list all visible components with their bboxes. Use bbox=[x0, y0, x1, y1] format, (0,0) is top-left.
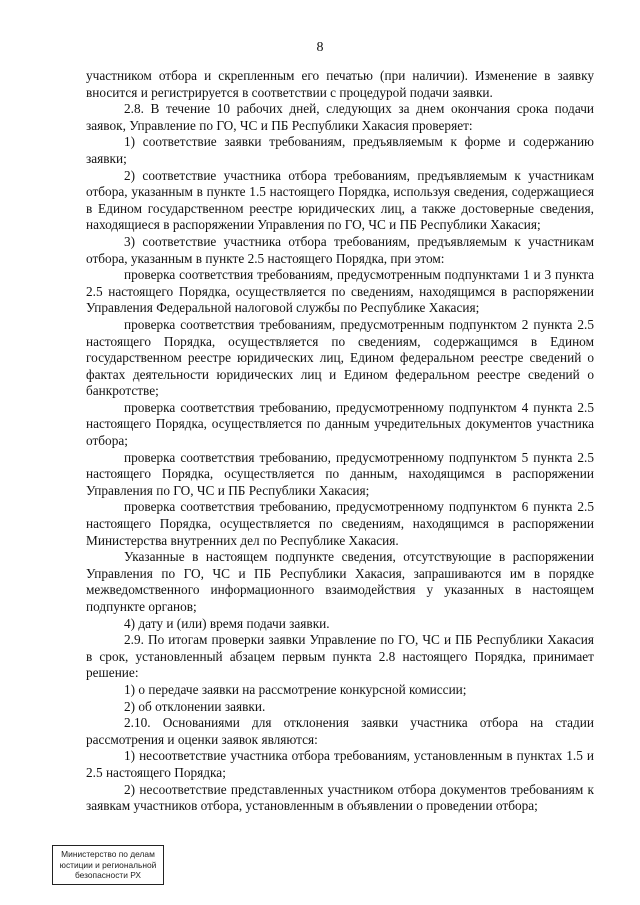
paragraph-check-subitem-5: проверка соответствия требованию, предусмотренному подпунктом 5 пункта 2.5 настоящего Порядка, осуществляется по данным, находящимся в распоряжении Управления по ГО, ЧС и ПБ Республики Хакасия; bbox=[86, 449, 594, 498]
paragraph-2-9-item-1: 1) о передаче заявки на рассмотрение конкурсной комиссии; bbox=[124, 681, 467, 697]
paragraph-2-10-item-2: 2) несоответствие представленных участником отбора документов требованиям к заявкам участников отбора, установленным в объявлении о проведении отбора; bbox=[86, 781, 594, 814]
stamp-line: юстиции и региональной bbox=[59, 859, 157, 870]
paragraph-2-9-item-2: 2) об отклонении заявки. bbox=[124, 698, 266, 714]
paragraph-2-8-item-3: 3) соответствие участника отбора требованиям, предъявляемым к участникам отбора, указанным в пункте 2.5 настоящего Порядка, при этом: bbox=[86, 233, 594, 266]
paragraph-2-8-item-1: 1) соответствие заявки требованиям, предъявляемым к форме и содержанию заявки; bbox=[86, 134, 594, 166]
ministry-stamp bbox=[52, 845, 164, 885]
stamp-line: Министерство по делам bbox=[61, 849, 155, 859]
paragraph-2-10-item-1: 1) несоответствие участника отбора требованиям, установленным в пунктах 1.5 и 2.5 настоящего Порядка; bbox=[86, 748, 594, 780]
paragraph-check-subitem-4: проверка соответствия требованию, предусмотренному подпунктом 4 пункта 2.5 настоящего Порядка, осуществляется по данным учредительных документов участника отбора; bbox=[86, 399, 594, 449]
paragraph-check-subitem-6: проверка соответствия требованию, предусмотренному подпунктом 6 пункта 2.5 настоящего Порядка, осуществляется по сведениям, находящимся в распоряжении Министерства внутренних дел по Республике Хакасия. bbox=[86, 499, 594, 548]
paragraph-interagency-request: Указанные в настоящем подпункте сведения, отсутствующие в распоряжении Управления по ГО, ЧС и ПБ Республики Хакасия, запрашиваются им в порядке межведомственного информационного взаимодействия у указанных в настоящем подпункте органов; bbox=[86, 549, 594, 614]
paragraph-2-8-item-4: 4) дату и (или) время подачи заявки. bbox=[124, 615, 330, 631]
paragraph-check-subitem-2: проверка соответствия требованиям, предусмотренным подпунктом 2 пункта 2.5 настоящего Порядка, осуществляется по сведениям, содержащимся в Едином государственном реестре юридических лиц, Едином федеральном реестре сведений о фактах деятельности юридических лиц и Едином федеральном реестре сведений о банкротстве; bbox=[86, 316, 594, 399]
paragraph-2-9: 2.9. По итогам проверки заявки Управление по ГО, ЧС и ПБ Республики Хакасия в срок, установленный абзацем первым пункта 2.8 настоящего Порядка, принимает решение: bbox=[86, 632, 594, 681]
stamp-line: безопасности РХ bbox=[74, 870, 142, 880]
paragraph-2-8-item-2: 2) соответствие участника отбора требованиям, предъявляемым к участникам отбора, указанным в пункте 1.5 настоящего Порядка, используя сведения, содержащиеся в Едином государственном реестре юридических лиц, а также достоверные сведения, находящиеся в распоряжении Управления по ГО, ЧС и ПБ Республики Хакасия; bbox=[86, 167, 594, 233]
document-body bbox=[86, 68, 594, 815]
paragraph-continuation: участником отбора и скрепленным его печатью (при наличии). Изменение в заявку вносится и регистрируется в соответствии с процедурой подачи заявки. bbox=[86, 68, 594, 100]
paragraph-check-subitems-1-3: проверка соответствия требованиям, предусмотренным подпунктами 1 и 3 пункта 2.5 настоящего Порядка, осуществляется по сведениям, находящимся в распоряжении Управления Федеральной налоговой службы по Республике Хакасия; bbox=[86, 267, 594, 316]
page-number: 8 bbox=[316, 40, 324, 55]
paragraph-2-10: 2.10. Основаниями для отклонения заявки участника отбора на стадии рассмотрения и оценки заявок являются: bbox=[86, 715, 594, 747]
paragraph-2-8: 2.8. В течение 10 рабочих дней, следующих за днем окончания срока подачи заявок, Управление по ГО, ЧС и ПБ Республики Хакасия проверяет: bbox=[86, 101, 594, 133]
